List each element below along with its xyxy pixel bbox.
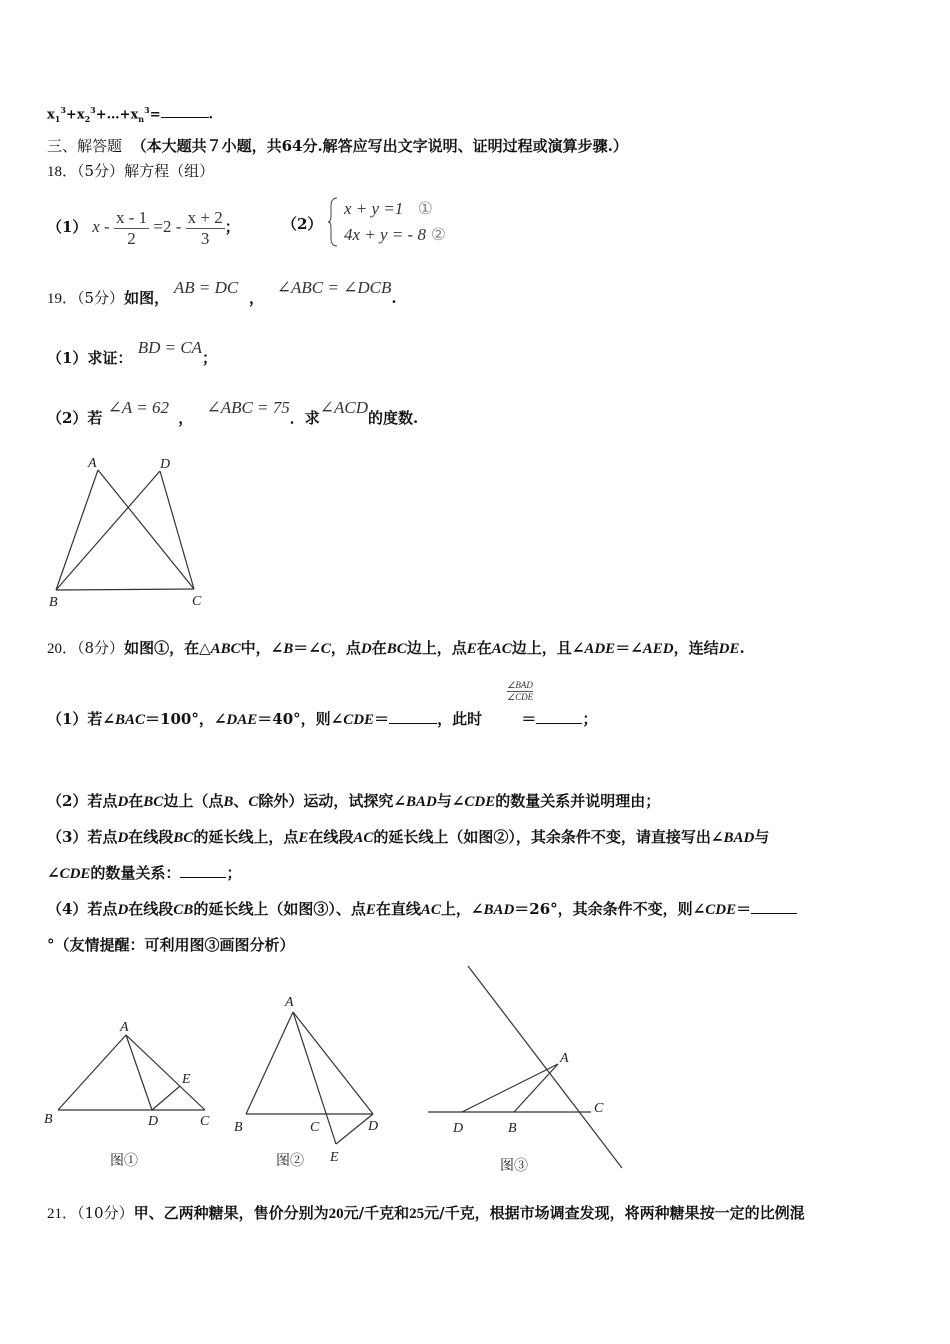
answer-blank-cde	[389, 709, 437, 724]
system-equation-1: x + y =1 ①	[344, 199, 433, 218]
point-label-a: A	[285, 995, 294, 1010]
figure-caption: 图②	[276, 1154, 304, 1169]
question-19-part2: （2）若 ∠A = 62 ， ∠ABC = 75．求∠ACD的度数.	[47, 398, 419, 427]
point-label-b: B	[234, 1120, 243, 1135]
point-label-e: E	[182, 1072, 191, 1087]
point-label-e: E	[330, 1150, 339, 1165]
section-heading: 三、解答题 （本大题共７小题，共64分.解答应写出文字说明、证明过程或演算步骤.）	[47, 137, 628, 155]
point-label-d: D	[148, 1114, 159, 1129]
point-label-a: A	[120, 1020, 129, 1035]
question-20-part2: （2）若点D在BC边上（点B、C除外）运动，试探究∠BAD与∠CDE的数量关系并说明理由；	[47, 792, 661, 810]
figure-1	[40, 1015, 230, 1175]
question-20-part4-cont: °（友情提醒：可利用图③画图分析）	[47, 936, 295, 954]
figure-q19-triangles	[40, 450, 220, 610]
question-18-header: 18．（5分）解方程（组）	[47, 162, 215, 180]
point-label-c: C	[200, 1114, 210, 1129]
question-19-part1: （1）求证： BD = CA；	[47, 338, 218, 367]
point-label-d: D	[160, 457, 171, 472]
figure-caption: 图①	[110, 1154, 138, 1169]
point-label-b: B	[44, 1112, 53, 1127]
point-label-c: C	[310, 1120, 320, 1135]
question-21: 21．（10分）甲、乙两种糖果，售价分别为20元/千克和25元/千克，根据市场调查发现，将两种糖果按一定的比例混	[47, 1204, 805, 1222]
point-label-d: D	[368, 1119, 379, 1134]
figure-caption: 图③	[500, 1159, 528, 1174]
point-label-c: C	[192, 594, 202, 609]
figure-3	[420, 960, 640, 1180]
question-20-part3-cont: ∠CDE的数量关系： ；	[47, 864, 242, 882]
point-label-b: B	[49, 595, 58, 610]
question-20-part3: （3）若点D在线段BC的延长线上，点E在线段AC的延长线上（如图②），其余条件不变，请直接写出∠BAD与	[47, 828, 770, 846]
answer-blank-relation	[180, 863, 226, 878]
point-label-c: C	[594, 1101, 604, 1116]
ratio-fraction: ∠BAD ∠CDE	[507, 680, 534, 702]
question-18-part1: （1） x - $\frac{x - 1}{2}$ =2 - $\frac{x + 2}{3}$ ；	[47, 207, 240, 248]
fraction-x-minus-1-over-2: $\frac{x - 1}{2}$	[115, 207, 148, 248]
question-20-part1: （1）若∠BAC＝100°，∠DAE＝40°，则∠CDE＝ ，此时 ＝ ；	[47, 710, 598, 728]
system-equation-2: 4x + y = - 8 ②	[344, 225, 446, 244]
question-18-part2: （2） x + y =1 ① 4x + y = - 8 ②	[282, 196, 446, 252]
sum-cubes-line: $x_1^3+x_2^3+\dots+x_n^3=$ .	[47, 105, 214, 124]
answer-blank-cde-4	[751, 899, 797, 914]
question-20-stem: 20．（8分）如图①，在△ABC中，∠B＝∠C，点D在BC边上，点E在AC边上，且∠ADE＝∠AED，连结DE.	[47, 639, 745, 657]
question-20-part4: （4）若点D在线段CB的延长线上（如图③）、点E在直线AC上，∠BAD＝26°，其余条件不变，则∠CDE＝	[47, 899, 797, 920]
answer-blank-ratio	[536, 709, 582, 724]
point-label-d: D	[453, 1121, 464, 1136]
point-label-b: B	[508, 1121, 517, 1136]
point-label-a: A	[88, 456, 97, 471]
answer-blank	[161, 103, 209, 118]
figure-2	[228, 990, 398, 1180]
point-label-a: A	[560, 1051, 569, 1066]
question-19-header: 19．（5分）如图， AB = DC ， ∠ABC = ∠DCB.	[47, 278, 397, 307]
system-brace	[327, 196, 339, 248]
fraction-x-plus-2-over-3: $\frac{x + 2}{3}$	[187, 207, 223, 248]
